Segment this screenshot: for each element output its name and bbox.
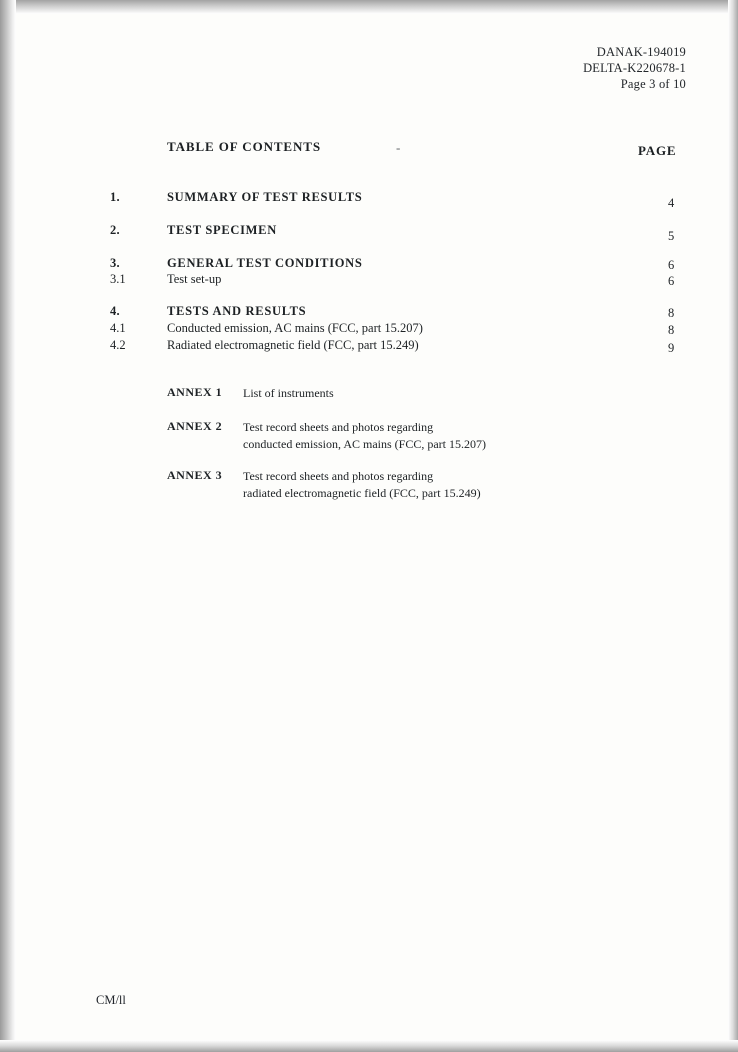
document-footer: CM/ll xyxy=(96,993,126,1007)
title-dash-mark: - xyxy=(396,140,401,155)
annex-description xyxy=(243,385,334,402)
toc-entry-number: 1. xyxy=(110,190,120,204)
page-title: TABLE OF CONTENTS xyxy=(167,139,321,154)
header-line-delta: DELTA-K220678-1 xyxy=(583,61,686,75)
toc-entry-number: 4.2 xyxy=(110,338,126,352)
toc-entry-page: 9 xyxy=(668,341,675,355)
toc-entry-page: 8 xyxy=(668,306,675,320)
annex-label: ANNEX 2 xyxy=(167,419,223,433)
annex-description xyxy=(243,468,481,502)
toc-entry-number: 2. xyxy=(110,223,120,237)
toc-entry-page: 4 xyxy=(668,196,675,210)
toc-entry-number: 3. xyxy=(110,256,120,270)
annex-label: ANNEX 1 xyxy=(167,385,223,399)
toc-entry-page: 8 xyxy=(668,323,675,337)
annex-description-line: Test record sheets and photos regarding xyxy=(243,420,434,434)
toc-entry-page: 5 xyxy=(668,229,675,243)
paper-surface xyxy=(16,14,728,1040)
scan-edge-left xyxy=(0,0,16,1052)
toc-entry-title: Radiated electromagnetic field (FCC, part 15.249) xyxy=(167,338,419,352)
toc-entry-page: 6 xyxy=(668,274,675,288)
toc-entry-number: 4. xyxy=(110,304,120,318)
header-line-danak: DANAK-194019 xyxy=(596,45,686,59)
scan-edge-bottom xyxy=(0,1040,738,1052)
toc-entry-number: 4.1 xyxy=(110,321,126,335)
toc-entry-title: TEST SPECIMEN xyxy=(167,223,277,237)
annex-description-line: Test record sheets and photos regarding xyxy=(243,469,434,483)
scan-edge-top xyxy=(0,0,738,14)
annex-description-line: radiated electromagnetic field (FCC, part 15.249) xyxy=(243,486,481,500)
document-header xyxy=(583,44,686,92)
toc-entry-title: Test set-up xyxy=(167,272,222,286)
annex-label: ANNEX 3 xyxy=(167,468,223,482)
annex-description-line: conducted emission, AC mains (FCC, part 15.207) xyxy=(243,437,486,451)
page-column-heading: PAGE xyxy=(638,143,677,158)
toc-entry-number: 3.1 xyxy=(110,272,126,286)
annex-description-line: List of instruments xyxy=(243,386,334,400)
scan-edge-right xyxy=(728,0,738,1052)
toc-entry-title: TESTS AND RESULTS xyxy=(167,304,307,318)
header-line-page: Page 3 of 10 xyxy=(620,77,686,91)
toc-entry-title: SUMMARY OF TEST RESULTS xyxy=(167,190,363,204)
toc-entry-page: 6 xyxy=(668,258,675,272)
toc-entry-title: GENERAL TEST CONDITIONS xyxy=(167,256,363,270)
toc-entry-title: Conducted emission, AC mains (FCC, part 15.207) xyxy=(167,321,423,335)
annex-description xyxy=(243,419,486,453)
